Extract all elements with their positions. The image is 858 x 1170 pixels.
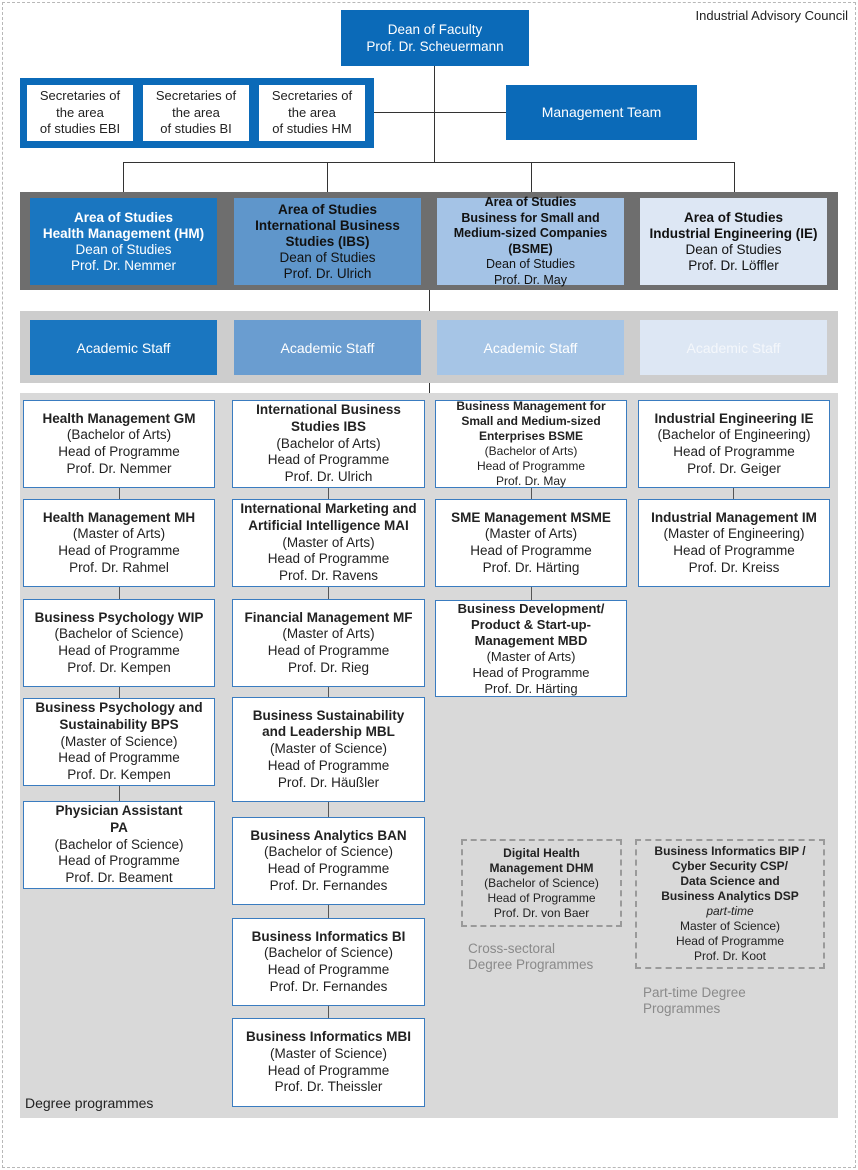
staff-to-programmes-connector [429, 383, 430, 393]
prog-ban-title: Business Analytics BAN [250, 827, 407, 843]
prog-mai-title2: Artificial Intelligence MAI [248, 517, 409, 533]
secretaries-group [20, 78, 374, 148]
secretaries-ebi-box [27, 85, 133, 141]
prog-bps-title2: Sustainability BPS [59, 716, 179, 732]
prog-msme-role: Head of Programme [470, 543, 592, 558]
prog-pa-degree: (Bachelor of Science) [54, 836, 184, 852]
area-international-business [234, 198, 421, 285]
prog-gm-person: Prof. Dr. Nemmer [66, 460, 172, 476]
sec-hm-line1: Secretaries of [271, 88, 353, 104]
prog-pa-person: Prof. Dr. Beament [65, 870, 173, 886]
prog-mf-role: Head of Programme [267, 643, 390, 658]
prog-pt-title2: Cyber Security CSP/ [671, 859, 789, 873]
area-ie-person: Prof. Dr. Löffler [688, 257, 779, 273]
prog-bsme-title3: Enterprises BSME [478, 429, 584, 443]
areas-horizontal-connector [123, 162, 735, 163]
area-hm-connector [123, 162, 124, 192]
prog-bi-degree: (Bachelor of Science) [263, 945, 394, 961]
prog-mbl-degree: (Master of Science) [269, 741, 388, 757]
prog-mai-person: Prof. Dr. Ravens [278, 568, 379, 584]
programme-digital-health-dhm [461, 839, 622, 927]
prog-pt-role: Head of Programme [675, 934, 785, 948]
prog-mh-degree: (Master of Arts) [72, 526, 166, 542]
prog-ibs-degree: (Bachelor of Arts) [276, 435, 381, 451]
prog-mbl-role: Head of Programme [267, 757, 390, 773]
programme-industrial-engineering-ie [638, 400, 830, 488]
secretaries-management-connector [374, 112, 506, 113]
prog-mf-degree: (Master of Arts) [282, 626, 375, 642]
programme-business-development-mbd [435, 600, 627, 697]
area-hm-title1: Area of Studies [73, 209, 174, 225]
programme-business-analytics-ban [232, 817, 425, 905]
prog-msme-degree: (Master of Arts) [484, 526, 578, 542]
area-ie-title1: Area of Studies [683, 209, 784, 225]
prog-pt-degree: Master of Science) [679, 919, 781, 933]
prog-bps-title1: Business Psychology and [35, 700, 203, 716]
area-ibs-title3: Studies (IBS) [285, 233, 370, 249]
prog-im-degree: (Master of Engineering) [663, 526, 805, 542]
programme-business-psychology-bps [23, 698, 215, 786]
prog-ie-degree: (Bachelor of Engineering) [657, 427, 811, 443]
prog-bps-person: Prof. Dr. Kempen [67, 767, 171, 783]
prog-bi-title: Business Informatics BI [251, 928, 406, 944]
programme-health-management-gm [23, 400, 215, 488]
academic-staff-hm: Academic Staff [30, 320, 217, 375]
prog-wip-role: Head of Programme [58, 643, 180, 658]
prog-pt-title4: Business Analytics DSP [661, 889, 799, 903]
sec-ebi-line2: the area [56, 104, 104, 120]
prog-ibs-role: Head of Programme [267, 452, 390, 468]
prog-dhm-degree: (Bachelor of Science) [484, 875, 599, 890]
area-hm-person: Prof. Dr. Nemmer [70, 257, 176, 273]
area-bsme-title2: Business for Small and [461, 210, 600, 225]
area-bsme-connector [531, 162, 532, 192]
secretaries-hm-box [259, 85, 365, 141]
area-industrial-engineering [640, 198, 827, 285]
prog-mai-role: Head of Programme [267, 551, 390, 567]
prog-bsme-title1: Business Management for [456, 399, 606, 413]
prog-mbd-role: Head of Programme [472, 664, 590, 680]
programme-business-management-bsme [435, 400, 627, 488]
cross-sectoral-label-line2: Degree Programmes [468, 957, 594, 972]
area-health-management [30, 198, 217, 285]
prog-dhm-role: Head of Programme [487, 890, 596, 905]
prog-mbl-person: Prof. Dr. Häußler [277, 774, 380, 790]
prog-ban-person: Prof. Dr. Fernandes [269, 877, 388, 893]
prog-im-person: Prof. Dr. Kreiss [688, 559, 780, 575]
area-ibs-title1: Area of Studies [277, 201, 378, 217]
prog-pt-title3: Data Science and [680, 874, 780, 888]
dean-vertical-connector [434, 66, 435, 163]
prog-pa-role: Head of Programme [58, 853, 180, 869]
prog-ibs-title2: Studies IBS [290, 418, 366, 434]
prog-pt-mode: part-time [706, 904, 754, 918]
area-bsme-title3: Medium-sized Companies [453, 226, 608, 240]
industrial-advisory-council-label: Industrial Advisory Council [695, 8, 848, 23]
area-ie-connector [734, 162, 735, 192]
prog-mbd-title3: Management MBD [474, 632, 588, 648]
prog-mai-title1: International Marketing and [240, 501, 417, 517]
prog-gm-title: Health Management GM [42, 410, 196, 426]
prog-wip-degree: (Bachelor of Science) [54, 626, 184, 642]
cross-sectoral-label [468, 941, 593, 973]
prog-msme-title: SME Management MSME [451, 509, 611, 525]
prog-bi-role: Head of Programme [267, 962, 390, 977]
prog-pa-title1: Physician Assistant [55, 803, 183, 819]
prog-mf-person: Prof. Dr. Rieg [287, 659, 370, 675]
prog-bps-role: Head of Programme [58, 750, 180, 766]
prog-mbi-title: Business Informatics MBI [245, 1029, 412, 1045]
prog-pt-title1: Business Informatics BIP / [654, 844, 806, 858]
dean-title: Dean of Faculty [387, 22, 483, 37]
prog-mai-degree: (Master of Arts) [282, 534, 375, 550]
prog-mh-person: Prof. Dr. Rahmel [69, 559, 169, 575]
area-ie-title2: Industrial Engineering (IE) [649, 225, 818, 241]
programme-business-psychology-wip [23, 599, 215, 687]
prog-dhm-title1: Digital Health [503, 845, 580, 860]
area-bsme-title4: (BSME) [508, 241, 553, 256]
sec-hm-line3: of studies HM [272, 121, 352, 137]
area-ibs-connector [327, 162, 328, 192]
prog-ibs-person: Prof. Dr. Ulrich [284, 469, 373, 485]
prog-mbi-degree: (Master of Science) [269, 1045, 388, 1061]
programme-financial-management-mf [232, 599, 425, 687]
prog-ie-person: Prof. Dr. Geiger [687, 460, 781, 476]
academic-staff-ie: Academic Staff [640, 320, 827, 375]
areas-to-staff-connector [429, 290, 430, 311]
prog-wip-person: Prof. Dr. Kempen [67, 659, 171, 675]
prog-mbi-person: Prof. Dr. Theissler [274, 1079, 383, 1095]
prog-mbd-title1: Business Development/ [457, 600, 605, 616]
part-time-label [643, 985, 746, 1017]
prog-mh-role: Head of Programme [58, 543, 180, 558]
part-time-label-line1: Part-time Degree [643, 985, 746, 1000]
prog-dhm-title2: Management DHM [489, 860, 594, 875]
prog-gm-role: Head of Programme [58, 444, 180, 459]
area-ibs-role: Dean of Studies [279, 249, 376, 265]
prog-mbi-role: Head of Programme [267, 1062, 390, 1078]
prog-mh-title: Health Management MH [42, 509, 196, 525]
prog-ibs-title1: International Business [256, 402, 401, 418]
prog-gm-degree: (Bachelor of Arts) [66, 427, 172, 443]
col4-connector [733, 488, 734, 499]
area-bsme-role: Dean of Studies [486, 257, 575, 271]
area-ie-role: Dean of Studies [685, 241, 782, 257]
prog-bi-person: Prof. Dr. Fernandes [269, 978, 388, 994]
prog-mbl-title1: Business Sustainability [252, 707, 405, 723]
cross-sectoral-label-line1: Cross-sectoral [468, 941, 556, 956]
prog-ban-degree: (Bachelor of Science) [263, 844, 394, 860]
programme-business-informatics-bi [232, 918, 425, 1006]
prog-bsme-person: Prof. Dr. May [495, 474, 566, 488]
area-bsme-title1: Area of Studies [484, 195, 577, 209]
degree-programmes-label: Degree programmes [25, 1095, 154, 1111]
programme-business-sustainability-mbl [232, 697, 425, 802]
programme-sme-management-msme [435, 499, 627, 587]
prog-mbd-title2: Product & Start-up- [471, 616, 591, 632]
dean-of-faculty-box [341, 10, 529, 66]
sec-bi-line2: the area [172, 104, 220, 120]
prog-im-role: Head of Programme [673, 543, 795, 558]
prog-pt-person: Prof. Dr. Koot [693, 949, 767, 963]
programme-industrial-management-im [638, 499, 830, 587]
area-hm-role: Dean of Studies [75, 241, 172, 257]
programme-health-management-mh [23, 499, 215, 587]
prog-bsme-title2: Small and Medium-sized [461, 414, 601, 428]
area-hm-title2: Health Management (HM) [42, 225, 205, 241]
prog-ie-role: Head of Programme [673, 444, 795, 459]
area-bsme [437, 195, 624, 287]
prog-ban-role: Head of Programme [267, 861, 390, 876]
programme-international-marketing-mai [232, 499, 425, 587]
programme-part-time-bip-csp-dsp [635, 839, 825, 969]
academic-staff-ibs: Academic Staff [234, 320, 421, 375]
prog-msme-person: Prof. Dr. Härting [482, 559, 580, 575]
area-ibs-person: Prof. Dr. Ulrich [283, 265, 372, 281]
area-ibs-title2: International Business [255, 217, 400, 233]
sec-ebi-line1: Secretaries of [39, 88, 121, 104]
academic-staff-bsme: Academic Staff [437, 320, 624, 375]
sec-bi-line3: of studies BI [160, 121, 232, 137]
prog-ie-title: Industrial Engineering IE [654, 410, 814, 426]
prog-bps-degree: (Master of Science) [60, 733, 178, 749]
programme-business-informatics-mbi [232, 1018, 425, 1107]
management-team-box: Management Team [506, 85, 697, 140]
sec-hm-line2: the area [288, 104, 336, 120]
prog-wip-title: Business Psychology WIP [34, 609, 204, 625]
prog-bsme-degree: (Bachelor of Arts) [484, 444, 578, 458]
programme-international-business-ibs [232, 400, 425, 488]
prog-mbd-person: Prof. Dr. Härting [484, 680, 578, 696]
prog-bsme-role: Head of Programme [476, 459, 586, 473]
prog-mbd-degree: (Master of Arts) [486, 648, 576, 664]
programme-physician-assistant-pa [23, 801, 215, 889]
sec-ebi-line3: of studies EBI [39, 121, 121, 137]
prog-im-title: Industrial Management IM [651, 509, 817, 525]
prog-dhm-person: Prof. Dr. von Baer [493, 905, 590, 920]
dean-name: Prof. Dr. Scheuermann [366, 39, 504, 54]
prog-mbl-title2: and Leadership MBL [262, 724, 395, 740]
prog-pa-title2: PA [110, 819, 128, 835]
sec-bi-line1: Secretaries of [155, 88, 237, 104]
secretaries-bi-box [143, 85, 249, 141]
part-time-label-line2: Programmes [643, 1001, 721, 1016]
prog-mf-title: Financial Management MF [244, 609, 413, 625]
area-bsme-person: Prof. Dr. May [494, 272, 567, 287]
